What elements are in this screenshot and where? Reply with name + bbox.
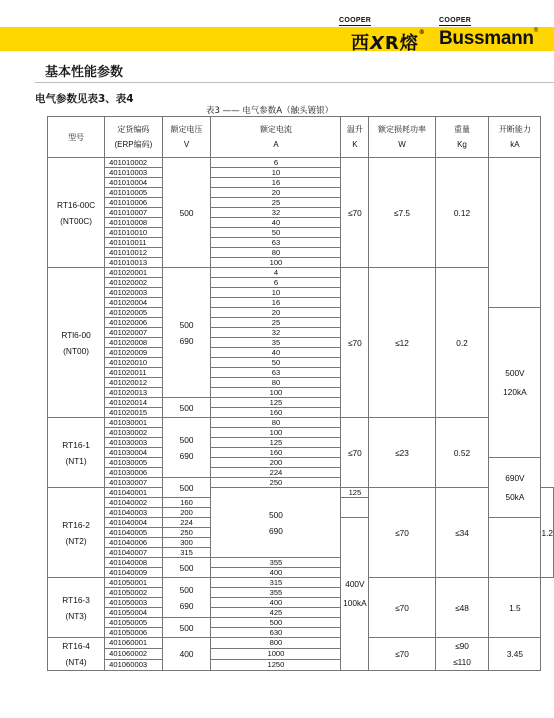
rated-voltage-cell: 500 690 xyxy=(162,578,211,618)
rated-current-cell: 100 xyxy=(211,388,341,398)
model-cell: RT16-2 (NT2) xyxy=(48,488,105,578)
rated-current-cell: 16 xyxy=(211,298,341,308)
breaking-capacity-cell xyxy=(489,158,541,308)
order-code-cell: 401020003 xyxy=(105,288,162,298)
model-cell: RT16-4 (NT4) xyxy=(48,638,105,671)
header-model: 型号 xyxy=(48,117,105,158)
order-code-cell: 401040002 xyxy=(105,498,162,508)
breaking-capacity-cell: 400V 100kA xyxy=(341,518,369,671)
temp-rise-cell: ≤70 xyxy=(341,268,369,418)
rated-current-cell: 25 xyxy=(211,318,341,328)
rated-current-cell: 224 xyxy=(211,468,341,478)
rated-current-cell: 800 xyxy=(211,638,341,649)
order-code-cell: 401010002 xyxy=(105,158,162,168)
power-loss-cell: ≤48 xyxy=(435,578,489,638)
order-code-cell: 401060002 xyxy=(105,649,162,660)
rated-current-cell: 10 xyxy=(211,168,341,178)
temp-rise-cell: ≤70 xyxy=(341,418,369,488)
header-weight: 重量 Kg xyxy=(435,117,489,158)
order-code-cell: 401060003 xyxy=(105,660,162,671)
order-code-cell: 401050005 xyxy=(105,618,162,628)
table-row xyxy=(48,158,554,168)
rated-voltage-cell: 500 xyxy=(162,398,211,418)
rated-current-cell: 315 xyxy=(211,578,341,588)
rated-current-cell: 32 xyxy=(211,208,341,218)
model-cell: RT16-3 (NT3) xyxy=(48,578,105,638)
rated-voltage-cell: 500 690 xyxy=(162,268,211,398)
order-code-cell: 401050004 xyxy=(105,608,162,618)
power-loss-cell: ≤12 xyxy=(369,268,435,418)
order-code-cell: 401040001 xyxy=(105,488,162,498)
order-code-cell: 401050002 xyxy=(105,588,162,598)
rated-current-cell: 10 xyxy=(211,288,341,298)
order-code-cell: 401060001 xyxy=(105,638,162,649)
rated-current-cell: 125 xyxy=(211,438,341,448)
rated-current-cell: 160 xyxy=(162,498,211,508)
breaking-capacity-cell: 690V 50kA xyxy=(489,458,541,518)
weight-cell: 0.52 xyxy=(435,418,489,488)
rated-current-cell: 20 xyxy=(211,188,341,198)
rated-current-cell: 6 xyxy=(211,278,341,288)
order-code-cell: 401010008 xyxy=(105,218,162,228)
temp-rise-cell: ≤70 xyxy=(369,488,435,578)
rated-current-cell: 200 xyxy=(162,508,211,518)
rated-current-cell: 355 xyxy=(211,558,341,568)
order-code-cell: 401050003 xyxy=(105,598,162,608)
order-code-cell: 401010013 xyxy=(105,258,162,268)
power-loss-cell: ≤23 xyxy=(369,418,435,488)
order-code-cell: 401020008 xyxy=(105,338,162,348)
order-code-cell: 401020001 xyxy=(105,268,162,278)
temp-rise-cell: ≤70 xyxy=(369,638,435,671)
breaking-capacity-cell: 500V 120kA xyxy=(489,308,541,458)
order-code-cell: 401050006 xyxy=(105,628,162,638)
table-caption: 表3 —— 电气参数A（触头镀银） xyxy=(206,106,334,116)
model-cell: RT16-1 (NT1) xyxy=(48,418,105,488)
order-code-cell: 401010006 xyxy=(105,198,162,208)
order-code-cell: 401020013 xyxy=(105,388,162,398)
header-voltage: 额定电压 V xyxy=(162,117,211,158)
order-code-cell: 401010004 xyxy=(105,178,162,188)
rated-voltage-cell: 500 xyxy=(162,558,211,578)
rated-current-cell: 300 xyxy=(162,538,211,548)
rated-voltage-cell: 400 xyxy=(162,638,211,671)
table-row xyxy=(48,638,554,649)
header-power-loss: 额定损耗功率 W xyxy=(369,117,435,158)
rated-current-cell: 63 xyxy=(211,368,341,378)
order-code-cell: 401030007 xyxy=(105,478,162,488)
header-current: 额定电流 A xyxy=(211,117,341,158)
rated-current-cell: 50 xyxy=(211,228,341,238)
order-code-cell: 401020014 xyxy=(105,398,162,408)
rated-current-cell: 160 xyxy=(211,408,341,418)
rated-current-cell: 160 xyxy=(211,448,341,458)
temp-rise-cell: ≤70 xyxy=(341,158,369,268)
rated-current-cell: 80 xyxy=(211,418,341,428)
brand-logo-en: Bussmann® xyxy=(439,28,538,49)
order-code-cell: 401020005 xyxy=(105,308,162,318)
rated-current-cell: 250 xyxy=(211,478,341,488)
order-code-cell: 401030003 xyxy=(105,438,162,448)
order-code-cell: 401030002 xyxy=(105,428,162,438)
rated-voltage-cell: 500 690 xyxy=(211,488,341,558)
order-code-cell: 401020009 xyxy=(105,348,162,358)
rated-current-cell: 1000 xyxy=(211,649,341,660)
order-code-cell: 401020012 xyxy=(105,378,162,388)
rated-current-cell: 20 xyxy=(211,308,341,318)
rated-current-cell: 250 xyxy=(162,528,211,538)
order-code-cell: 401020015 xyxy=(105,408,162,418)
rated-current-cell: 400 xyxy=(211,568,341,578)
electrical-parameters-table xyxy=(47,116,554,671)
rated-voltage-cell: 500 xyxy=(162,478,211,498)
order-code-cell: 401040003 xyxy=(105,508,162,518)
order-code-cell: 401020007 xyxy=(105,328,162,338)
rated-current-cell: 200 xyxy=(211,458,341,468)
order-code-cell: 401040006 xyxy=(105,538,162,548)
model-cell: RT16-00C (NT00C) xyxy=(48,158,105,268)
order-code-cell: 401010007 xyxy=(105,208,162,218)
rated-current-cell: 35 xyxy=(211,338,341,348)
order-code-cell: 401020011 xyxy=(105,368,162,378)
order-code-cell: 401020010 xyxy=(105,358,162,368)
order-code-cell: 401030006 xyxy=(105,468,162,478)
brand-logo-cn: 西XR熔® xyxy=(351,29,426,54)
order-code-cell: 401050001 xyxy=(105,578,162,588)
rated-current-cell: 40 xyxy=(211,218,341,228)
rated-current-cell: 100 xyxy=(211,428,341,438)
cooper-tag-en: COOPER xyxy=(439,17,472,24)
rated-voltage-cell: 500 xyxy=(162,618,211,638)
header-temp-rise: 温升 K xyxy=(341,117,369,158)
order-code-cell: 401030004 xyxy=(105,448,162,458)
order-code-cell: 401040008 xyxy=(105,558,162,568)
rated-voltage-cell: 500 xyxy=(162,158,211,268)
section-title: 基本性能参数 xyxy=(45,65,124,80)
temp-rise-cell: ≤70 xyxy=(369,578,435,638)
power-loss-cell: ≤34 xyxy=(435,488,489,578)
order-code-cell: 401010005 xyxy=(105,188,162,198)
rated-current-cell: 4 xyxy=(211,268,341,278)
order-code-cell: 401010003 xyxy=(105,168,162,178)
order-code-cell: 401010012 xyxy=(105,248,162,258)
order-code-cell: 401010010 xyxy=(105,228,162,238)
rated-current-cell: 16 xyxy=(211,178,341,188)
order-code-cell: 401020004 xyxy=(105,298,162,308)
rated-current-cell: 355 xyxy=(211,588,341,598)
order-code-cell: 401030001 xyxy=(105,418,162,428)
header-code: 定货编码 (ERP编码) xyxy=(105,117,162,158)
order-code-cell: 401030005 xyxy=(105,458,162,468)
rated-current-cell: 80 xyxy=(211,378,341,388)
model-cell: RTl6-00 (NT00) xyxy=(48,268,105,418)
order-code-cell: 401010011 xyxy=(105,238,162,248)
order-code-cell: 401020006 xyxy=(105,318,162,328)
table-row xyxy=(48,268,554,278)
power-loss-cell: ≤90 ≤110 xyxy=(435,638,489,671)
weight-cell: 1.2 xyxy=(541,488,554,578)
rated-current-cell: 63 xyxy=(211,238,341,248)
rated-current-cell: 1250 xyxy=(211,660,341,671)
rated-current-cell: 500 xyxy=(211,618,341,628)
rated-current-cell: 80 xyxy=(211,248,341,258)
weight-cell: 3.45 xyxy=(489,638,541,671)
table-row xyxy=(48,418,554,428)
rated-current-cell: 400 xyxy=(211,598,341,608)
header-breaking-capacity: 开断能力 kA xyxy=(489,117,541,158)
rated-current-cell: 425 xyxy=(211,608,341,618)
rated-current-cell: 50 xyxy=(211,358,341,368)
rated-current-cell: 32 xyxy=(211,328,341,338)
rated-current-cell: 224 xyxy=(162,518,211,528)
order-code-cell: 401040007 xyxy=(105,548,162,558)
rated-current-cell: 6 xyxy=(211,158,341,168)
rated-current-cell: 125 xyxy=(211,398,341,408)
table-row xyxy=(48,578,554,588)
order-code-cell: 401040009 xyxy=(105,568,162,578)
weight-cell: 0.12 xyxy=(435,158,489,268)
rated-current-cell: 125 xyxy=(341,488,369,498)
table-row xyxy=(48,488,554,498)
rated-current-cell: 630 xyxy=(211,628,341,638)
order-code-cell: 401040005 xyxy=(105,528,162,538)
order-code-cell: 401020002 xyxy=(105,278,162,288)
weight-cell: 1.5 xyxy=(489,578,541,638)
rated-current-cell: 315 xyxy=(162,548,211,558)
section-divider xyxy=(35,82,554,83)
table-body xyxy=(48,158,554,671)
power-loss-cell: ≤7.5 xyxy=(369,158,435,268)
weight-cell: 0.2 xyxy=(435,268,489,418)
rated-current-cell: 40 xyxy=(211,348,341,358)
rated-current-cell: 100 xyxy=(211,258,341,268)
rated-current-cell: 25 xyxy=(211,198,341,208)
rated-voltage-cell: 500 690 xyxy=(162,418,211,478)
cooper-tag-cn: COOPER xyxy=(339,17,372,24)
order-code-cell: 401040004 xyxy=(105,518,162,528)
section-subtitle: 电气参数见表3、表4 xyxy=(35,93,134,105)
table-header-row xyxy=(48,117,554,158)
